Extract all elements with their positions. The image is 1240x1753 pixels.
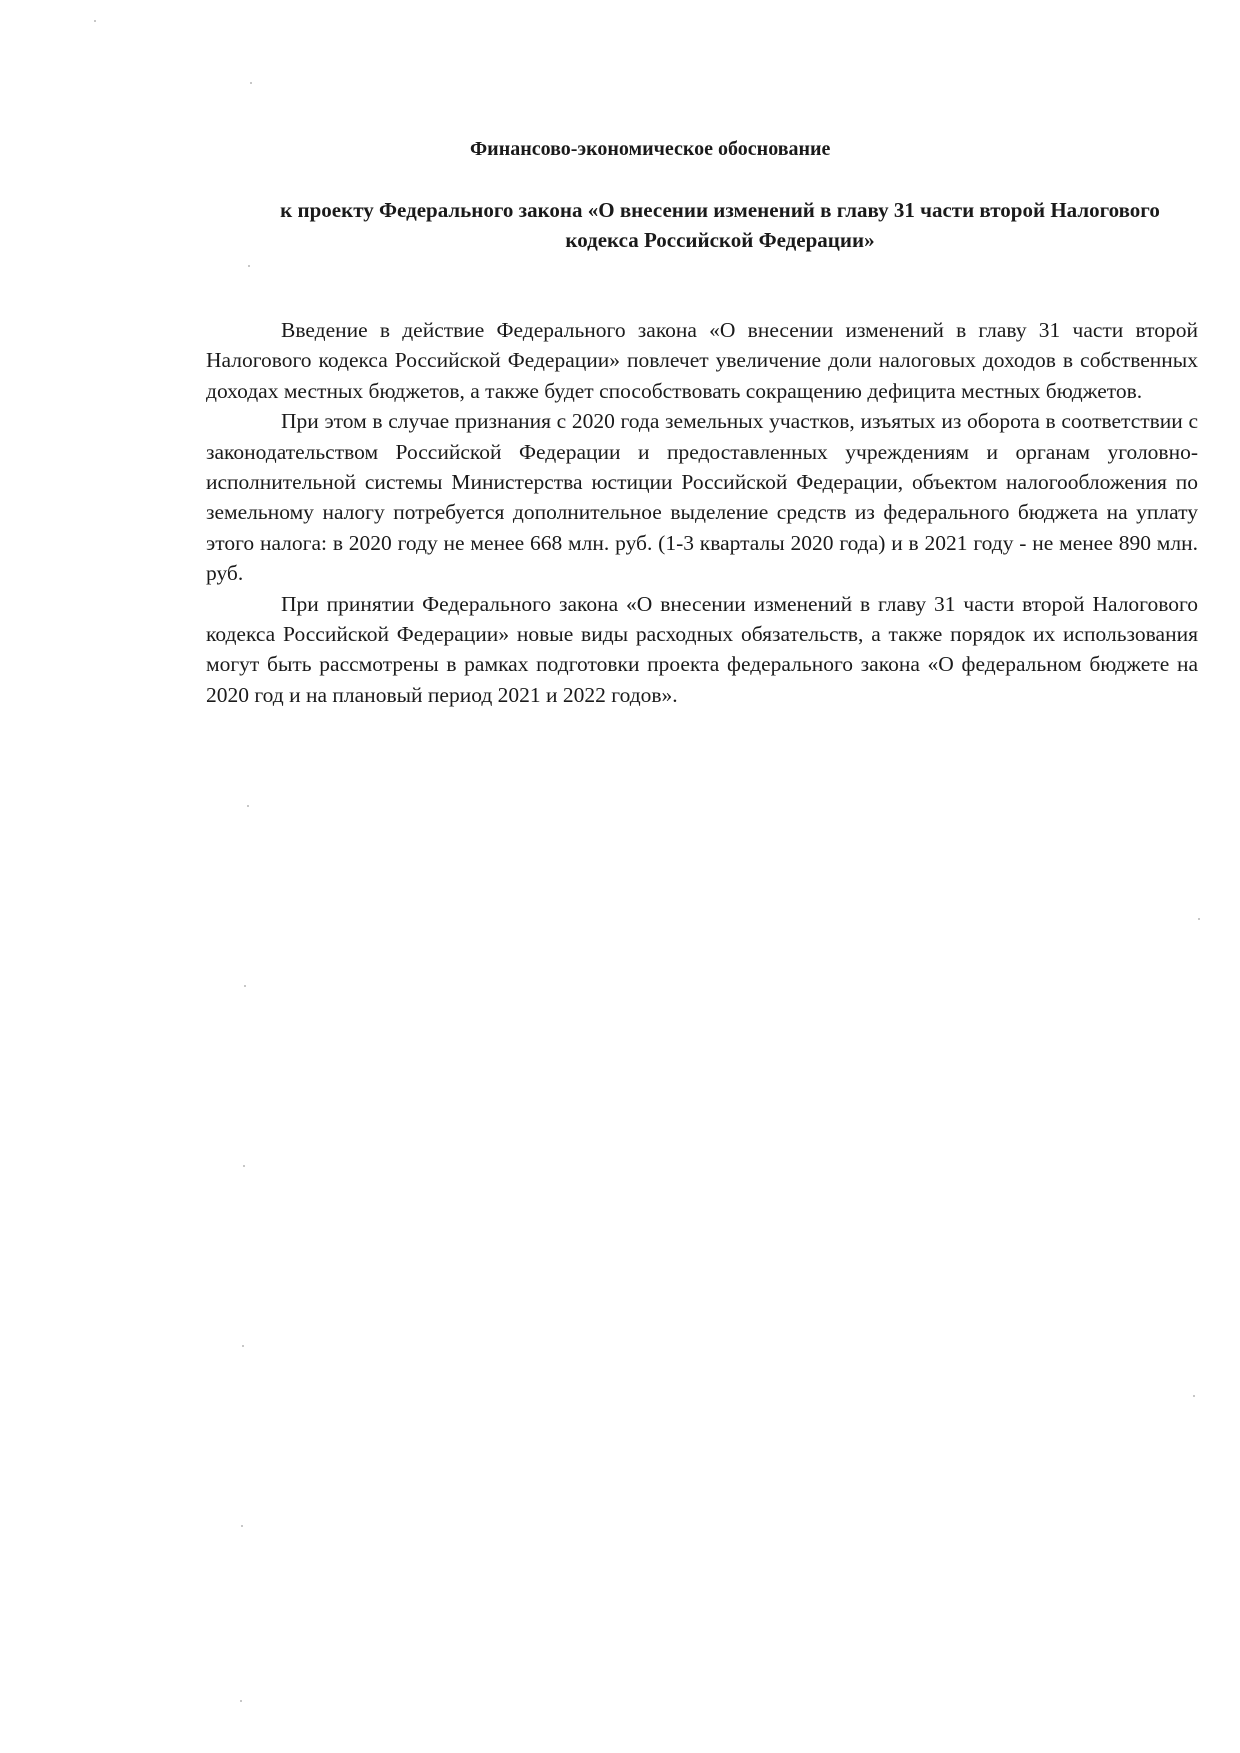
scan-artifact-dot bbox=[1198, 918, 1200, 920]
paragraph-introduction: Введение в действие Федерального закона «О внесении изменений в главу 31 части второй Налогового кодекса Российской Федерации» повлечет увеличение доли налоговых доходов в собственных доходах местных бюджетов, а также будет способствовать сокращению дефицита местных бюджетов. bbox=[206, 318, 1198, 403]
scan-artifact-dot bbox=[250, 82, 252, 84]
scan-artifact-dot bbox=[248, 265, 250, 267]
scan-artifact-dot bbox=[94, 20, 96, 22]
document-body bbox=[206, 315, 1198, 710]
scan-artifact-dot bbox=[241, 1525, 243, 1527]
scan-artifact-dot bbox=[242, 1345, 244, 1347]
scan-artifact-dot bbox=[1193, 1395, 1195, 1397]
scan-artifact-dot bbox=[244, 985, 246, 987]
document-title: Финансово-экономическое обоснование bbox=[470, 138, 831, 160]
paragraph-land-tax: При этом в случае признания с 2020 года земельных участков, изъятых из оборота в соответствии с законодательством Российской Федерации и предоставленных учреждениям и органам уголовно-исполнительной системы Министерства юстиции Российской Федерации, объектом налогообложения по земельному налогу потребуется дополнительное выделение средств из федерального бюджета на уплату этого налога: в 2020 году не менее 668 млн. руб. (1-3 кварталы 2020 года) и в 2021 году - не менее 890 млн. руб. bbox=[206, 409, 1198, 586]
scan-artifact-dot bbox=[240, 1700, 242, 1702]
scan-artifact-dot bbox=[243, 1165, 245, 1167]
document-subtitle: к проекту Федерального закона «О внесении изменений в главу 31 части второй Налогового кодекса Российской Федерации» bbox=[280, 198, 1160, 252]
scan-artifact-dot bbox=[247, 805, 249, 807]
paragraph-budget-obligations: При принятии Федерального закона «О внесении изменений в главу 31 части второй Налогового кодекса Российской Федерации» новые виды расходных обязательств, а также порядок их использования могут быть рассмотрены в рамках подготовки проекта федерального закона «О федеральном бюджете на 2020 год и на плановый период 2021 и 2022 годов». bbox=[206, 591, 1198, 707]
